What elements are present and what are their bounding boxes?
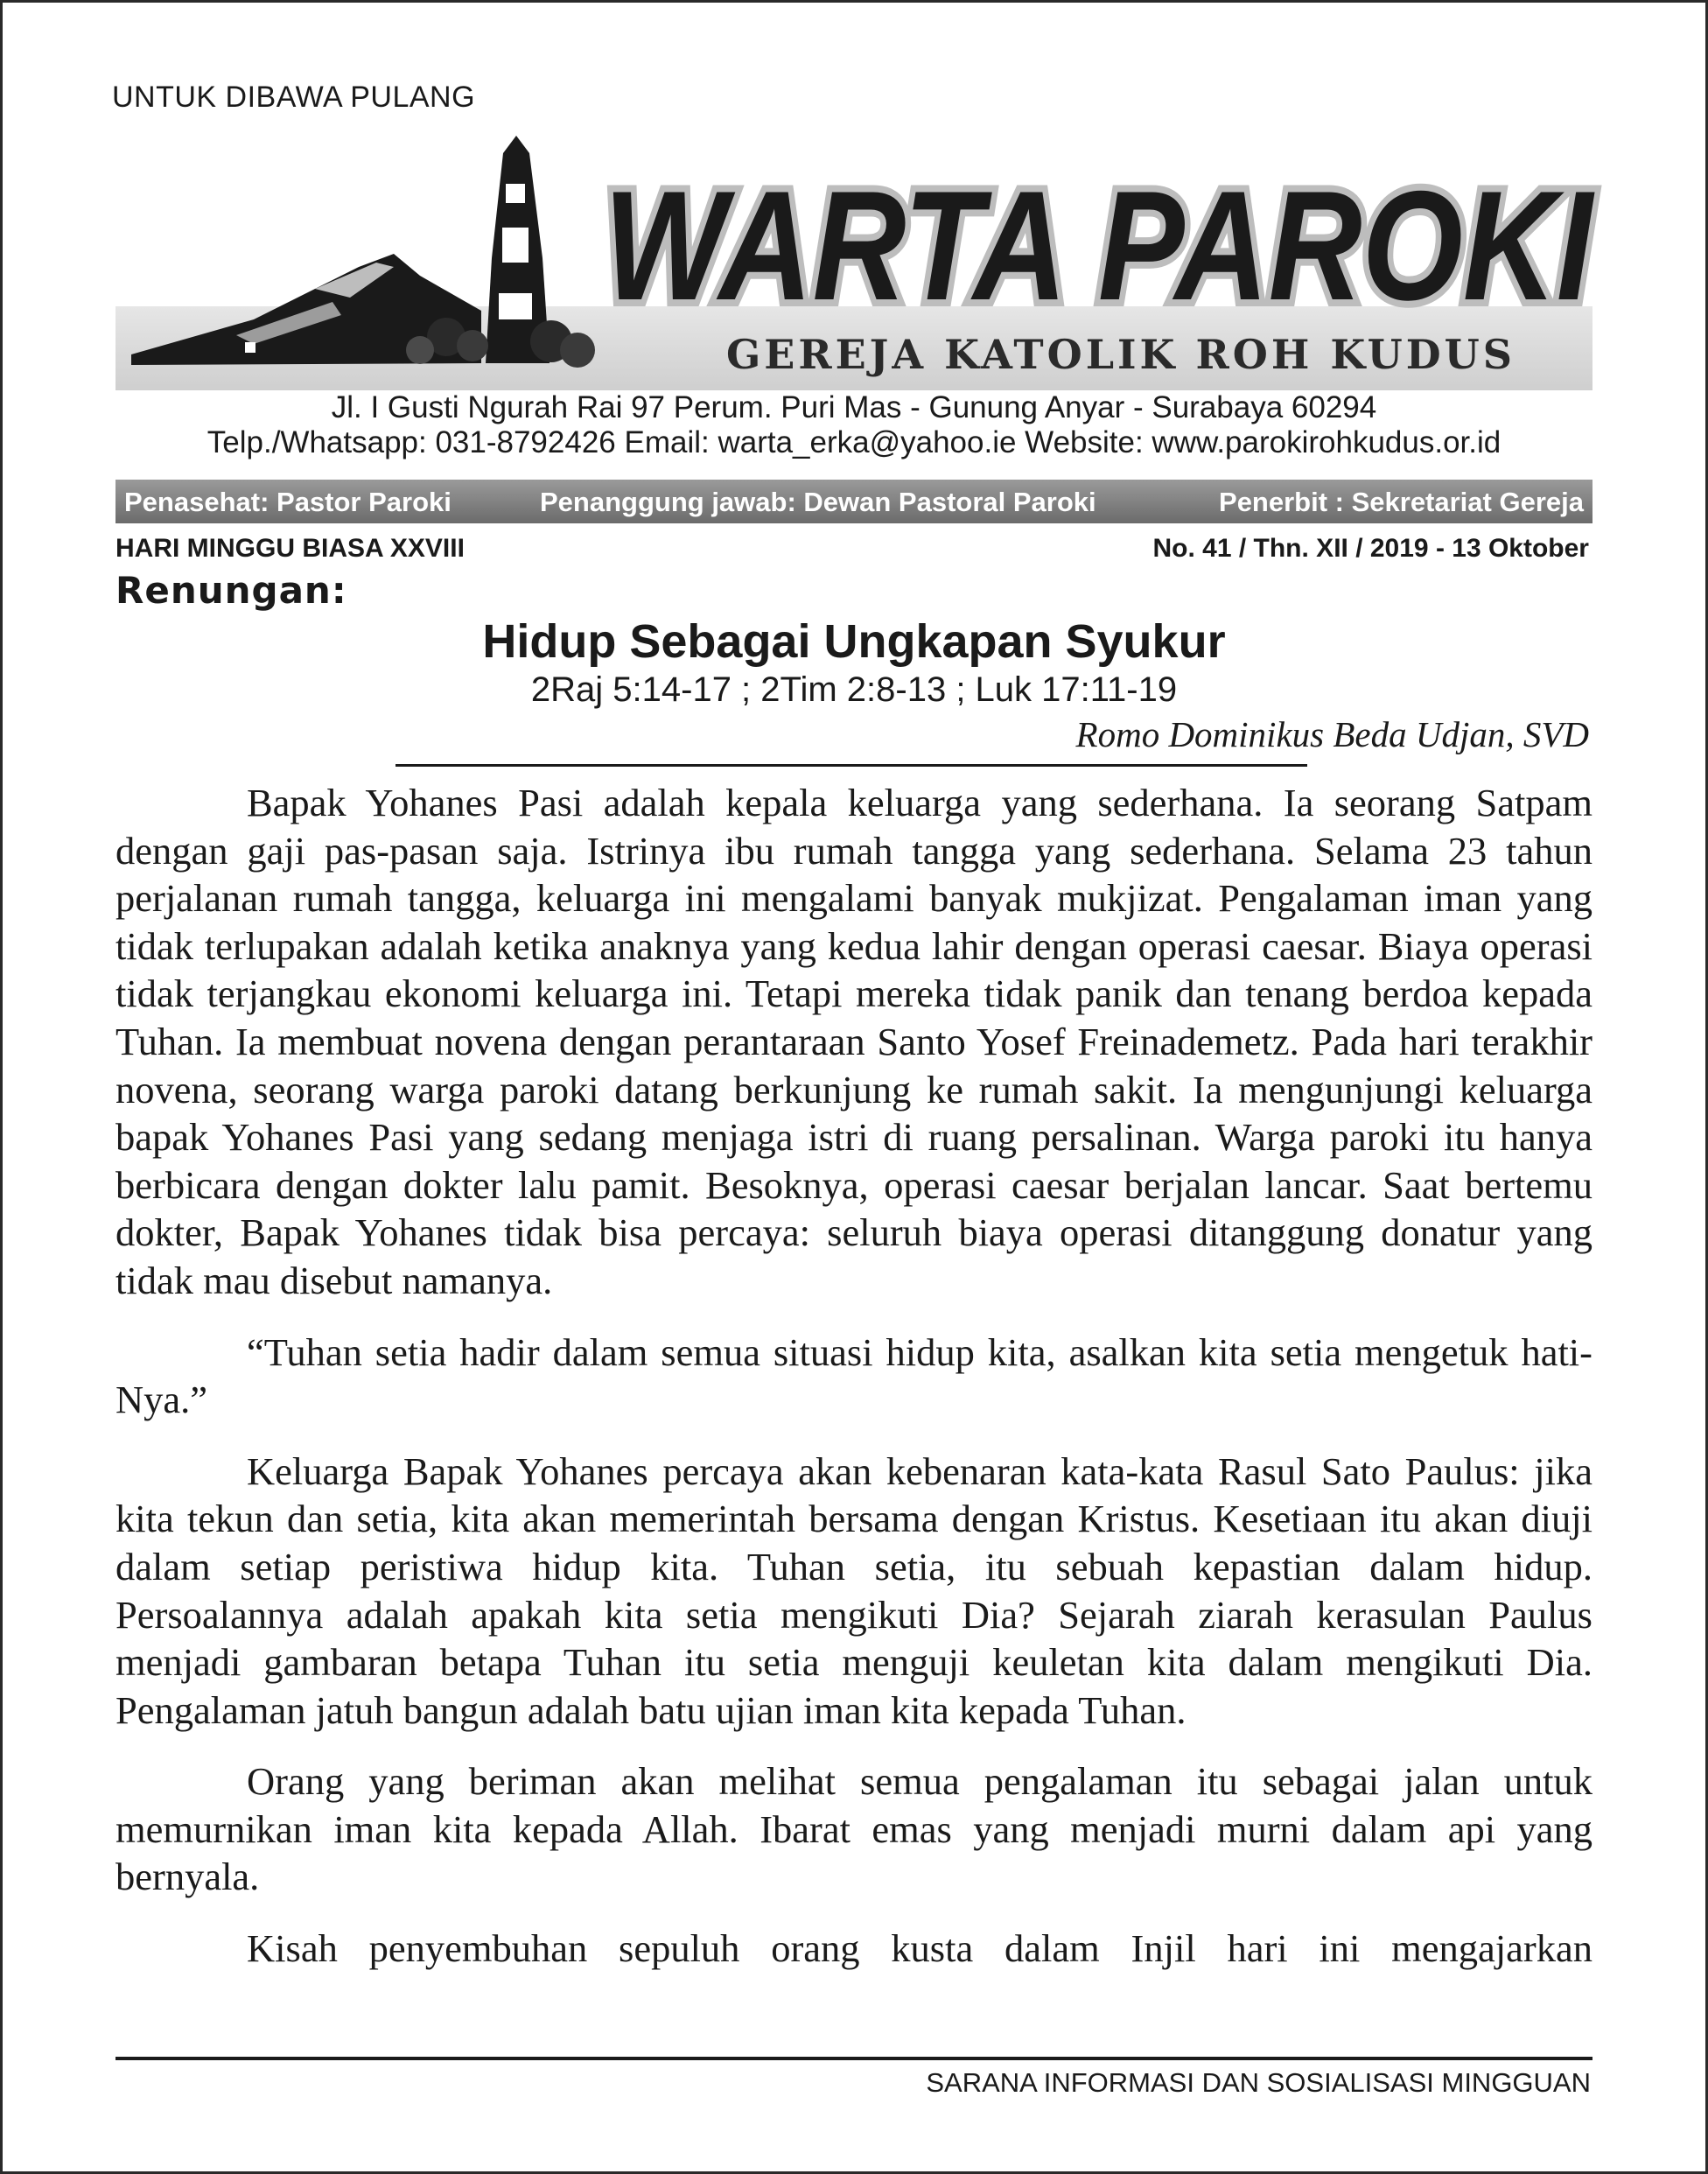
paragraph: Kisah penyembuhan sepuluh orang kusta dalam Injil hari ini mengajarkan — [247, 1926, 1592, 1971]
masthead-title — [595, 159, 1610, 334]
responsible-label: Penanggung jawab: Dewan Pastoral Paroki — [540, 487, 1096, 517]
article-body — [116, 779, 1592, 1996]
info-bar — [116, 480, 1592, 523]
liturgical-day: HARI MINGGU BIASA XXVIII — [116, 534, 465, 563]
scripture-references: 2Raj 5:14-17 ; 2Tim 2:8-13 ; Luk 17:11-19 — [530, 670, 1178, 709]
article-author: Romo Dominikus Beda Udjan, SVD — [1075, 714, 1589, 754]
paragraph: Orang yang beriman akan melihat semua pengalaman itu sebagai jalan untuk memurnikan iman kita kepada Allah. Ibarat emas yang menjadi murni dalam api yang bernyala. — [116, 1759, 1592, 1899]
contact-line: Telp./Whatsapp: 031-8792426 Email: warta_erka@yahoo.ie Website: www.parokirohkudus.or.id — [206, 425, 1502, 459]
paragraph: “Tuhan setia hadir dalam semua situasi hidup kita, asalkan kita setia mengetuk hati-Nya.” — [116, 1329, 1592, 1422]
footer-tagline: SARANA INFORMASI DAN SOSIALISASI MINGGUAN — [926, 2067, 1591, 2098]
take-home-label: UNTUK DIBAWA PULANG — [112, 81, 476, 114]
paragraph: Keluarga Bapak Yohanes percaya akan kebenaran kata-kata Rasul Sato Paulus: jika kita tekun dan setia, kita akan memerintah bersama dengan Kristus. Kesetiaan itu akan diuji dalam setiap peristiwa hidup kita. Tuhan setia, itu sebuah kepastian dalam hidup. Persoalannya adalah apakah kita setia mengikuti Dia? Sejarah ziarah kerasulan Paulus menjadi gambaran betapa Tuhan itu setia menguji keuletan kita dalam mengikuti Dia. Pengalaman jatuh bangun adalah batu ujian iman kita kepada Tuhan. — [116, 1448, 1592, 1732]
masthead-title-shadow: WARTA PAROKI — [604, 159, 1595, 333]
publisher-label: Penerbit : Sekretariat Gereja — [1219, 487, 1584, 517]
church-logo-icon — [131, 136, 604, 381]
footer-divider — [116, 2057, 1592, 2060]
masthead-title-text: WARTA PAROKI — [604, 159, 1595, 333]
issue-info: No. 41 / Thn. XII / 2019 - 13 Oktober — [1152, 534, 1589, 563]
title-divider — [396, 764, 1307, 767]
article-title: Hidup Sebagai Ungkapan Syukur — [482, 615, 1226, 668]
address-line: Jl. I Gusti Ngurah Rai 97 Perum. Puri Mas - Gunung Anyar - Surabaya 60294 — [331, 390, 1377, 424]
section-label: Renungan: — [116, 569, 347, 612]
paragraph: Bapak Yohanes Pasi adalah kepala keluarga yang sederhana. Ia seorang Satpam dengan gaji pas-pasan saja. Istrinya ibu rumah tangga yang sederhana. Selama 23 tahun perjalanan rumah tangga, keluarga ini mengalami banyak mukjizat. Pengalaman iman yang tidak terlupakan adalah ketika anaknya yang kedua lahir dengan operasi caesar. Biaya operasi tidak terjangkau ekonomi keluarga ini. Tetapi mereka tidak panik dan tenang berdoa kepada Tuhan. Ia membuat novena dengan perantaraan Santo Yosef Freinademetz. Pada hari terakhir novena, seorang warga paroki datang berkunjung ke rumah sakit. Ia mengunjungi keluarga bapak Yohanes Pasi yang sedang menjaga istri di ruang persalinan. Warga paroki itu hanya berbicara dengan dokter lalu pamit. Besoknya, operasi caesar berjalan lancar. Saat bertemu dokter, Bapak Yohanes tidak bisa percaya: seluruh biaya operasi ditanggung donatur yang tidak mau disebut namanya. — [116, 781, 1592, 1302]
masthead-subtitle: GEREJA KATOLIK ROH KUDUS — [726, 331, 1516, 378]
advisor-label: Penasehat: Pastor Paroki — [124, 487, 452, 517]
